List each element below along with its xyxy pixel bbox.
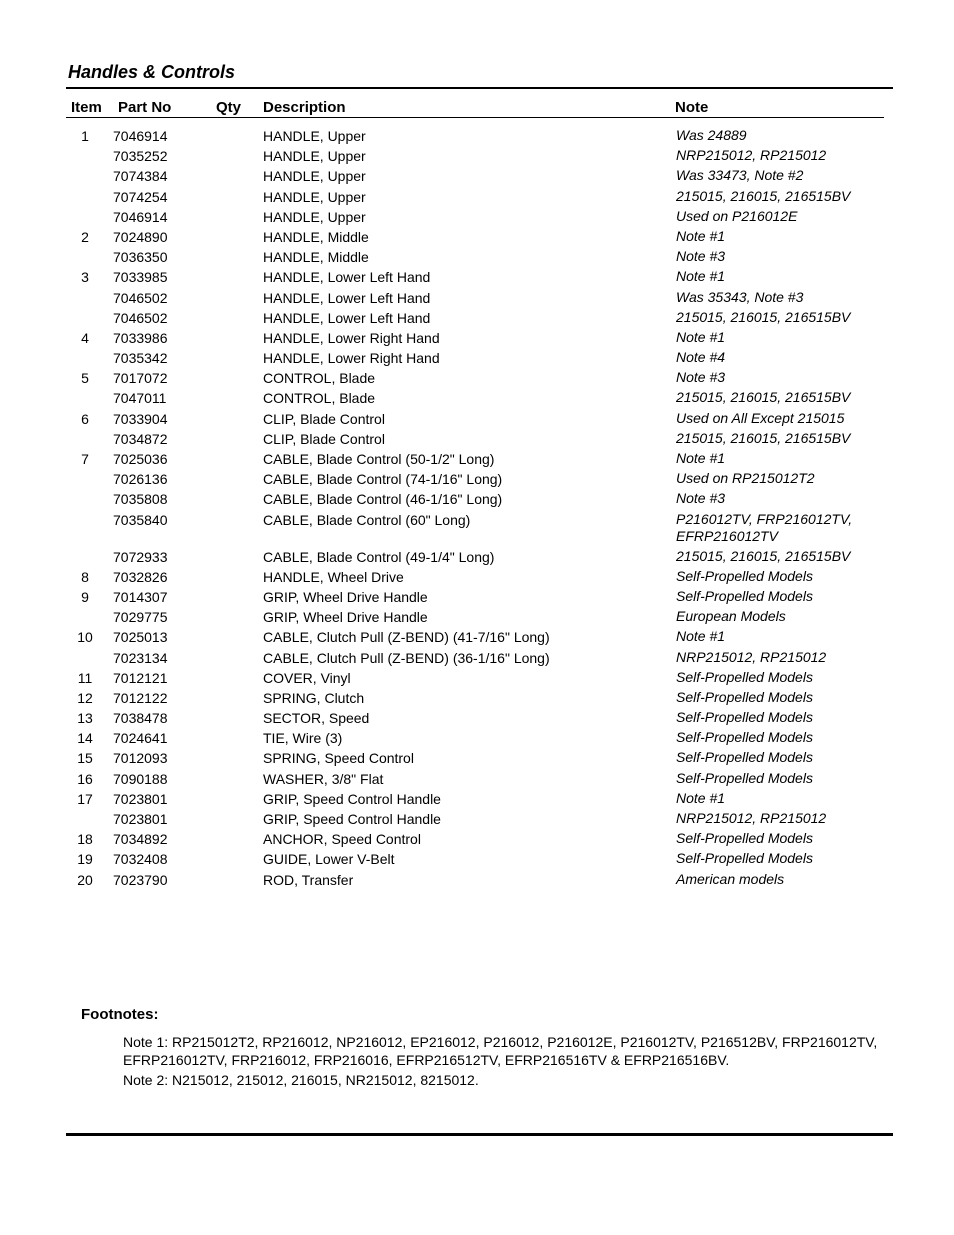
table-row (0, 668, 954, 688)
note: Self-Propelled Models (676, 587, 813, 604)
description: GRIP, Wheel Drive Handle (263, 588, 428, 605)
part-number: 7046502 (113, 309, 168, 326)
part-number: 7035252 (113, 148, 168, 165)
item-number: 20 (77, 871, 93, 888)
part-number: 7035342 (113, 350, 168, 367)
header-note: Note (675, 99, 709, 116)
item-number: 3 (81, 269, 89, 286)
part-number: 7012093 (113, 750, 168, 767)
table-row (0, 126, 954, 146)
table-row (0, 469, 954, 489)
table-row (0, 769, 954, 789)
header-description: Description (263, 99, 346, 116)
part-number: 7033986 (113, 329, 168, 346)
part-number: 7032408 (113, 851, 168, 868)
description: HANDLE, Middle (263, 228, 369, 245)
part-number: 7046914 (113, 128, 168, 144)
note: Was 35343, Note #3 (676, 288, 804, 305)
description: CABLE, Blade Control (46-1/16" Long) (263, 491, 503, 508)
part-number: 7074384 (113, 168, 168, 185)
footnote-1: Note 1: RP215012T2, RP216012, NP216012, EP216012, P216012, P216012E, P216012TV, P216512BV, FRP216012TV, EFRP216012TV, FRP216012, FRP216016, EFRP216512TV, EFRP216516TV & EFRP216516BV. (123, 1034, 878, 1068)
description: CLIP, Blade Control (263, 430, 385, 447)
part-number: 7090188 (113, 770, 168, 787)
description: HANDLE, Upper (263, 128, 366, 144)
note: NRP215012, RP215012 (676, 648, 827, 665)
note: NRP215012, RP215012 (676, 147, 827, 164)
note: 215015, 216015, 216515BV (676, 187, 851, 204)
table-row (0, 547, 954, 567)
table-row (0, 567, 954, 587)
table-row (0, 688, 954, 708)
part-number: 7036350 (113, 249, 168, 266)
item-number: 4 (81, 329, 89, 346)
note: Note #1 (676, 628, 726, 645)
note: American models (676, 870, 785, 887)
note: Note #1 (676, 328, 726, 345)
item-number: 11 (77, 669, 93, 686)
description: ANCHOR, Speed Control (263, 831, 421, 848)
item-number: 12 (77, 689, 93, 706)
table-row (0, 227, 954, 247)
part-number: 7034872 (113, 430, 168, 447)
note: Note #4 (676, 349, 726, 366)
description: GUIDE, Lower V-Belt (263, 851, 395, 868)
part-number: 7046502 (113, 289, 168, 306)
table-row (0, 748, 954, 768)
top-rule (66, 87, 893, 89)
description: COVER, Vinyl (263, 669, 351, 686)
description: SECTOR, Speed (263, 710, 370, 727)
note: 215015, 216015, 216515BV (676, 429, 851, 446)
table-row (0, 348, 954, 368)
table-row (0, 288, 954, 308)
part-number: 7047011 (113, 390, 167, 407)
item-number: 16 (77, 770, 93, 787)
item-number: 2 (81, 228, 89, 245)
table-row (0, 489, 954, 509)
part-number: 7025013 (113, 629, 168, 646)
table-row (0, 247, 954, 267)
note: Note #1 (676, 227, 726, 244)
table-row (0, 648, 954, 668)
part-number: 7029775 (113, 609, 168, 626)
description: CABLE, Blade Control (74-1/16" Long) (263, 471, 503, 488)
description: CONTROL, Blade (263, 370, 376, 387)
description: HANDLE, Lower Left Hand (263, 289, 431, 306)
description: HANDLE, Middle (263, 249, 369, 266)
part-number: 7072933 (113, 548, 168, 565)
description: CABLE, Blade Control (60" Long) (263, 511, 471, 528)
note: Self-Propelled Models (676, 850, 813, 867)
part-number: 7023801 (113, 811, 168, 827)
description: HANDLE, Lower Left Hand (263, 309, 431, 326)
part-number: 7014307 (113, 588, 168, 605)
table-row (0, 429, 954, 449)
table-row (0, 166, 954, 186)
table-row (0, 409, 954, 429)
table-row (0, 587, 954, 607)
part-number: 7012122 (113, 689, 168, 706)
item-number: 1 (81, 128, 89, 144)
description: TIE, Wire (3) (263, 730, 343, 747)
item-number: 5 (81, 370, 89, 387)
description: GRIP, Speed Control Handle (263, 790, 441, 807)
note: Note #3 (676, 490, 726, 507)
part-number: 7033985 (113, 269, 168, 286)
table-row (0, 388, 954, 408)
table-row (0, 308, 954, 328)
note: Used on RP215012T2 (676, 470, 815, 487)
header-qty: Qty (216, 99, 242, 116)
description: CONTROL, Blade (263, 390, 376, 407)
description: HANDLE, Upper (263, 188, 366, 205)
description: HANDLE, Lower Left Hand (263, 269, 431, 286)
header-rule (66, 117, 884, 118)
description: HANDLE, Lower Right Hand (263, 350, 440, 367)
item-number: 6 (81, 410, 89, 427)
header-item: Item (71, 99, 102, 116)
table-row (0, 328, 954, 348)
footnotes-title: Footnotes: (81, 1006, 159, 1023)
part-number: 7046914 (113, 208, 168, 225)
item-number: 14 (77, 730, 93, 747)
table-row (0, 849, 954, 869)
table-row (0, 267, 954, 287)
note: NRP215012, RP215012 (676, 810, 827, 826)
description: CABLE, Clutch Pull (Z-BEND) (36-1/16" Long) (263, 649, 550, 666)
parts-table (0, 126, 954, 890)
table-row (0, 627, 954, 647)
note: European Models (676, 608, 786, 625)
table-row (0, 207, 954, 227)
table-row (0, 870, 954, 890)
note: Self-Propelled Models (676, 729, 813, 746)
table-row (0, 146, 954, 166)
description: WASHER, 3/8" Flat (263, 770, 384, 787)
table-row (0, 728, 954, 748)
description: CABLE, Clutch Pull (Z-BEND) (41-7/16" Long) (263, 629, 550, 646)
part-number: 7023801 (113, 790, 168, 807)
note: Was 24889 (676, 127, 747, 143)
description: CABLE, Blade Control (50-1/2" Long) (263, 451, 495, 467)
table-row (0, 368, 954, 388)
part-number: 7032826 (113, 568, 168, 585)
description: HANDLE, Wheel Drive (263, 568, 404, 585)
description: ROD, Transfer (263, 871, 354, 888)
part-number: 7023790 (113, 871, 168, 888)
footnote-2: Note 2: N215012, 215012, 216015, NR215012, 8215012. (123, 1072, 479, 1088)
note: Used on P216012E (676, 207, 798, 224)
description: HANDLE, Upper (263, 148, 366, 165)
item-number: 17 (77, 790, 93, 807)
table-row (0, 187, 954, 207)
part-number: 7025036 (113, 451, 168, 467)
part-number: 7074254 (113, 188, 168, 205)
description: SPRING, Speed Control (263, 750, 414, 767)
description: SPRING, Clutch (263, 689, 365, 706)
note: Self-Propelled Models (676, 709, 813, 726)
part-number: 7012121 (113, 669, 168, 686)
description: CLIP, Blade Control (263, 410, 385, 427)
bottom-rule (66, 1133, 893, 1136)
note: P216012TV, FRP216012TV, EFRP216012TV (676, 510, 853, 544)
note: Self-Propelled Models (676, 830, 813, 847)
description: HANDLE, Upper (263, 208, 366, 225)
table-row (0, 449, 954, 469)
item-number: 9 (81, 588, 89, 605)
header-part-no: Part No (118, 99, 172, 116)
part-number: 7024890 (113, 228, 168, 245)
table-row (0, 607, 954, 627)
table-row (0, 829, 954, 849)
note: Note #3 (676, 248, 726, 265)
note: 215015, 216015, 216515BV (676, 547, 851, 564)
description: HANDLE, Lower Right Hand (263, 329, 440, 346)
note: Self-Propelled Models (676, 749, 813, 766)
item-number: 7 (81, 451, 89, 467)
item-number: 18 (77, 831, 93, 848)
description: HANDLE, Upper (263, 168, 366, 185)
note: Self-Propelled Models (676, 567, 813, 584)
note: Used on All Except 215015 (676, 409, 845, 426)
item-number: 10 (77, 629, 93, 646)
part-number: 7034892 (113, 831, 168, 848)
table-row (0, 809, 954, 829)
note: Note #3 (676, 369, 726, 386)
note: 215015, 216015, 216515BV (676, 308, 851, 325)
part-number: 7033904 (113, 410, 168, 427)
item-number: 15 (77, 750, 93, 767)
part-number: 7017072 (113, 370, 168, 387)
note: Note #1 (676, 789, 726, 806)
part-number: 7023134 (113, 649, 168, 666)
item-number: 19 (77, 851, 93, 868)
table-row (0, 708, 954, 728)
description: GRIP, Wheel Drive Handle (263, 609, 428, 626)
item-number: 8 (81, 568, 89, 585)
page-title: Handles & Controls (68, 62, 236, 82)
note: Self-Propelled Models (676, 668, 813, 685)
note: Self-Propelled Models (676, 688, 813, 705)
note: Note #1 (676, 268, 726, 285)
part-number: 7035840 (113, 511, 168, 528)
part-number: 7026136 (113, 471, 168, 488)
part-number: 7038478 (113, 710, 168, 727)
note: Self-Propelled Models (676, 769, 813, 786)
note: 215015, 216015, 216515BV (676, 389, 851, 406)
table-row (0, 789, 954, 809)
table-row (0, 510, 954, 547)
part-number: 7024641 (113, 730, 168, 747)
note: Note #1 (676, 450, 726, 466)
item-number: 13 (77, 710, 93, 727)
description: GRIP, Speed Control Handle (263, 811, 441, 827)
part-number: 7035808 (113, 491, 168, 508)
description: CABLE, Blade Control (49-1/4" Long) (263, 548, 495, 565)
note: Was 33473, Note #2 (676, 167, 804, 184)
